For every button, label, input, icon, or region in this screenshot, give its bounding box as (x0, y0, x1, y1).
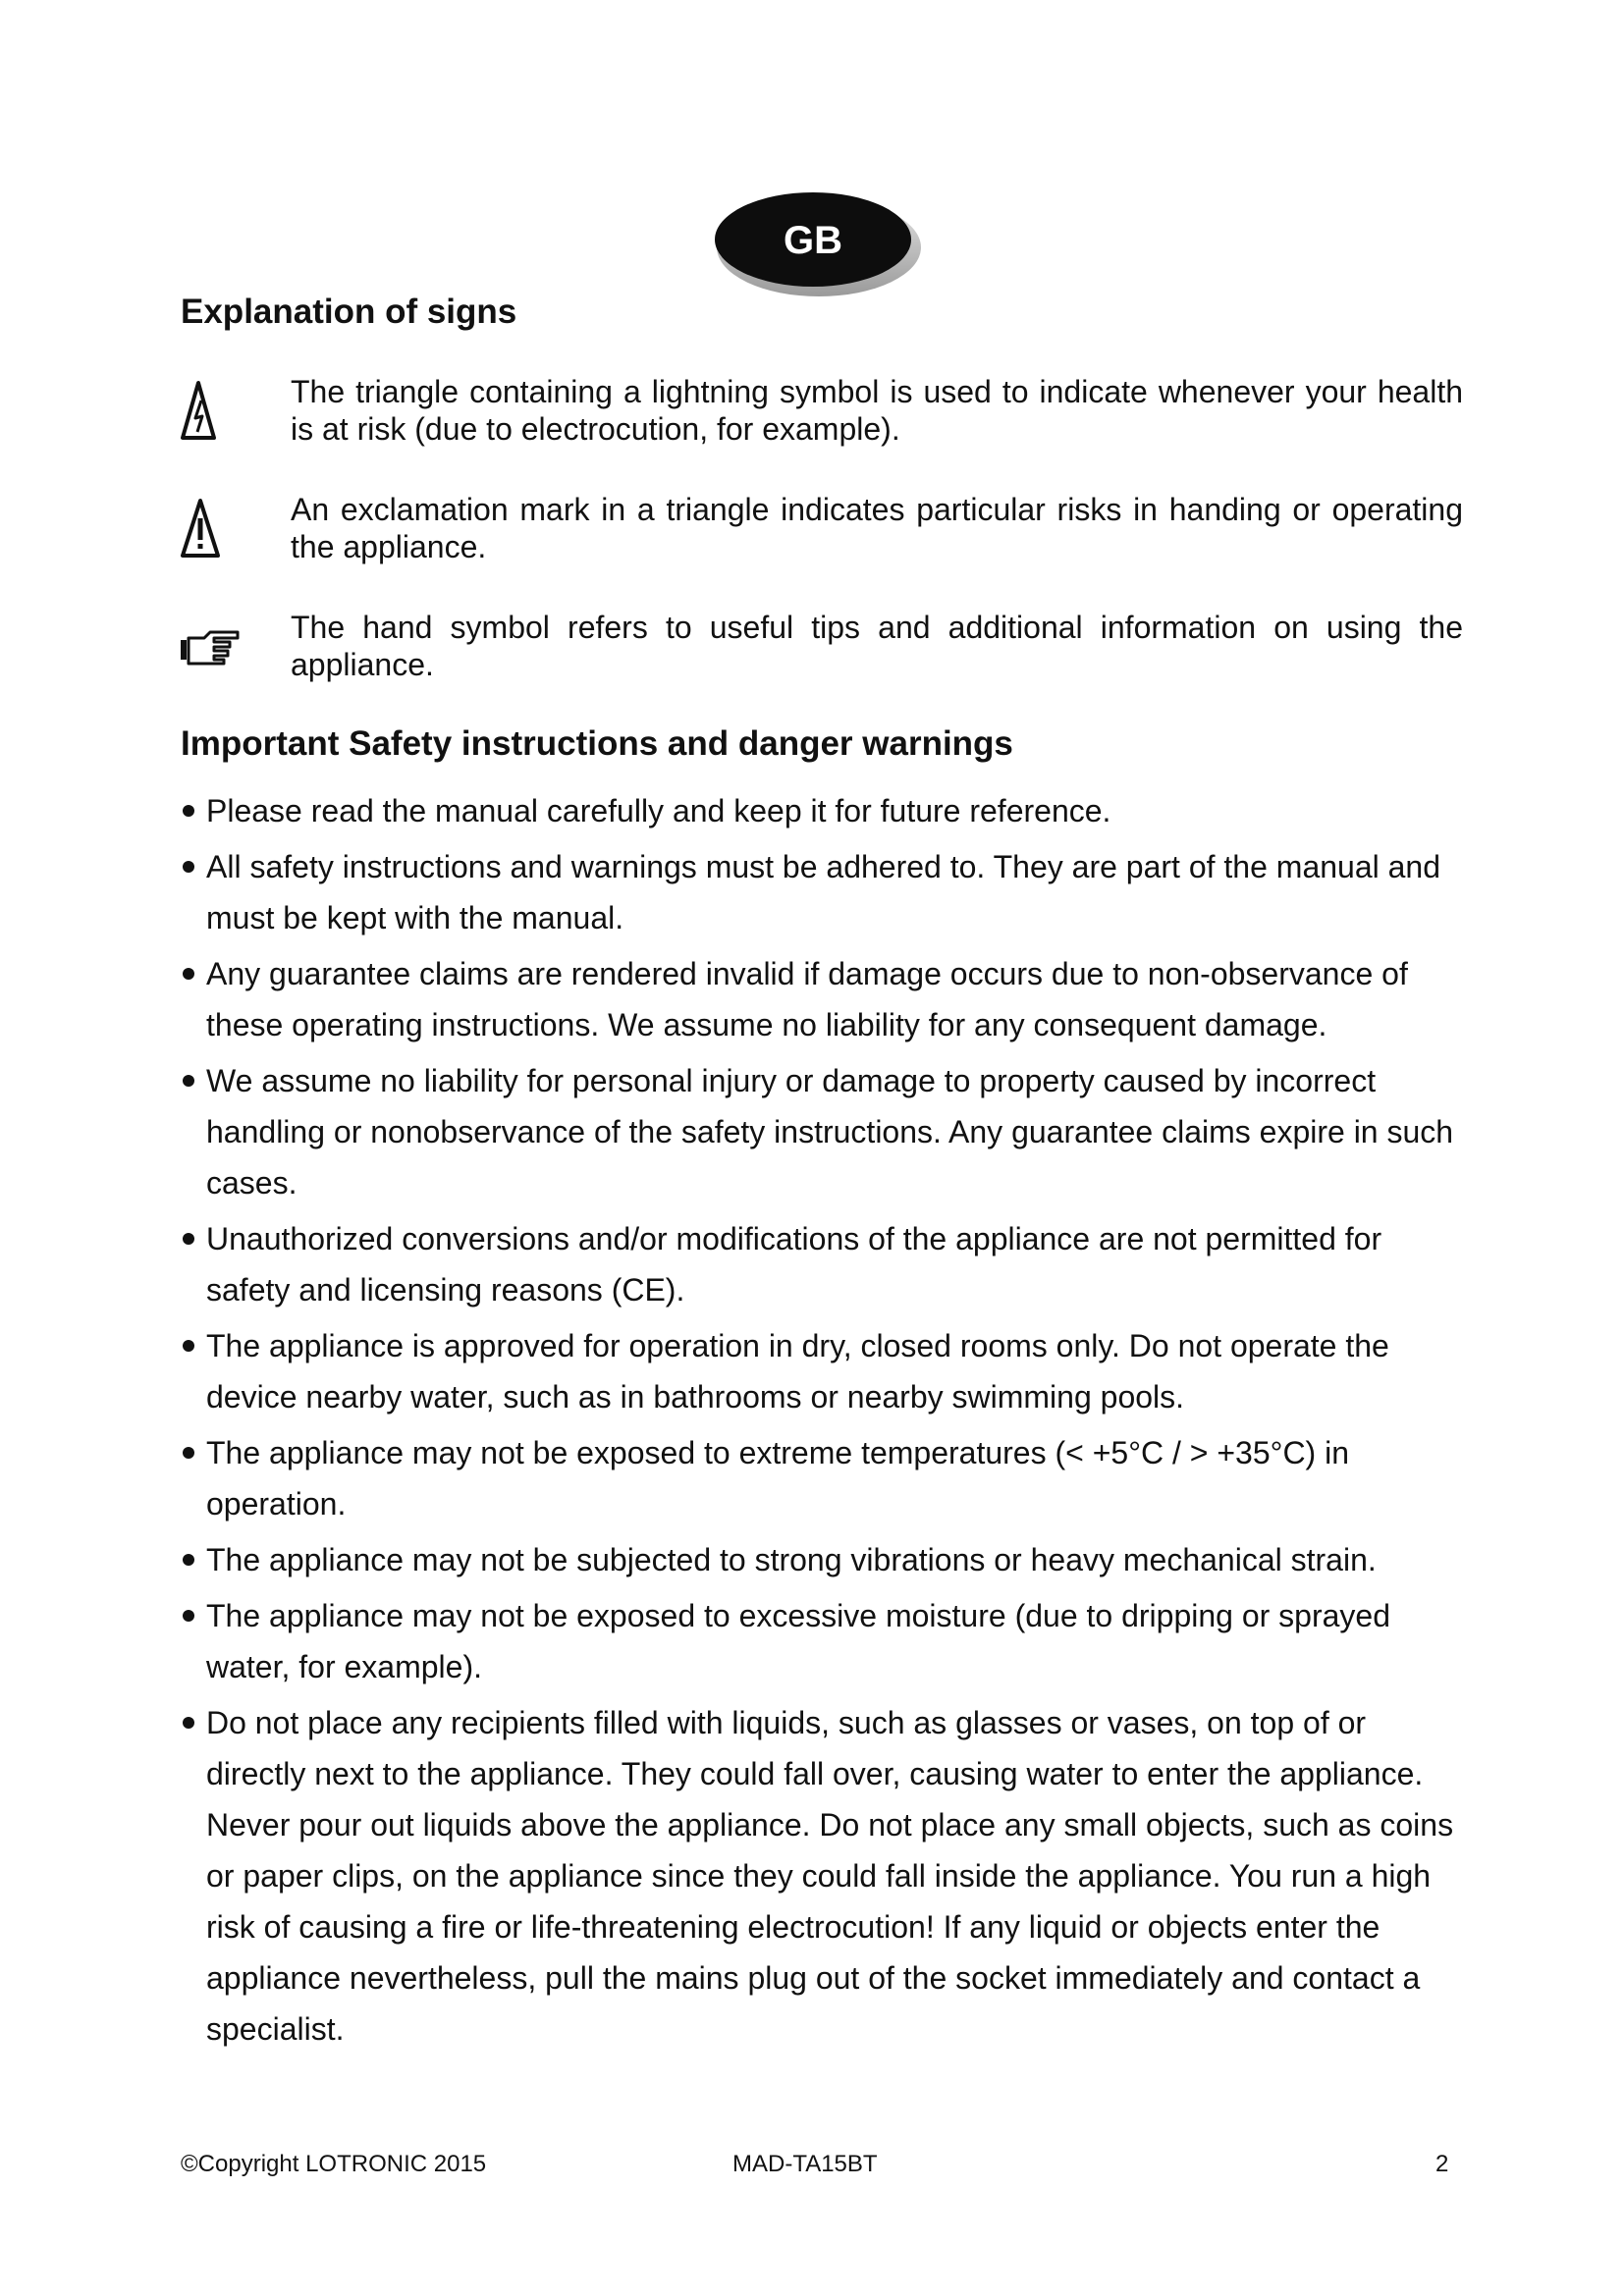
list-item (181, 785, 1467, 836)
sign-text-hand: The hand symbol refers to useful tips and additional information on using the appliance. (291, 610, 1463, 682)
list-item-text: The appliance may not be subjected to strong vibrations or heavy mechanical strain. (206, 1542, 1377, 1577)
bullet-icon (183, 861, 194, 873)
list-item-text: We assume no liability for personal injury or damage to property caused by incorrect handling or nonobservance of the safety instructions. Any guarantee claims expire in such cases. (206, 1063, 1454, 1201)
list-item (181, 841, 1467, 943)
footer-copyright: ©Copyright LOTRONIC 2015 (181, 2151, 487, 2177)
list-item (181, 1427, 1467, 1529)
bullet-icon (183, 1233, 194, 1245)
list-item (181, 1534, 1467, 1585)
pointing-hand-icon (181, 614, 249, 677)
explanation-of-signs-heading: Explanation of signs (181, 293, 517, 331)
bullet-icon (183, 805, 194, 817)
list-item-text: Unauthorized conversions and/or modifications of the appliance are not permitted for safety and licensing reasons (CE). (206, 1221, 1382, 1308)
bullet-icon (183, 968, 194, 980)
safety-instructions-heading: Important Safety instructions and danger warnings (181, 724, 1013, 763)
list-item-text: Please read the manual carefully and keep it for future reference. (206, 793, 1111, 828)
gb-badge-label: GB (784, 219, 842, 262)
footer-model-number: MAD-TA15BT (732, 2151, 878, 2177)
lightning-warning-triangle-icon (181, 379, 249, 442)
list-item-text: Do not place any recipients filled with liquids, such as glasses or vases, on top of or directly next to the appliance. They could fall over, causing water to enter the appliance. Never pour out liquids above the appliance. Do not place any small objects, such as coins or paper clips, on the appliance since they could fall inside the appliance. You run a high risk of causing a fire or life-threatening electrocution! If any liquid or objects enter the appliance nevertheless, pull the mains plug out of the socket immediately and contact a specialist. (206, 1705, 1454, 2047)
list-item-text: The appliance may not be exposed to extreme temperatures (< +5°C / > +35°C) in operation. (206, 1435, 1349, 1522)
footer-page-number: 2 (1435, 2151, 1449, 2177)
list-item (181, 948, 1467, 1050)
sign-text-lightning: The triangle containing a lightning symbol is used to indicate whenever your health is at risk (due to electrocution, for example). (291, 374, 1463, 447)
list-item-text: The appliance is approved for operation in dry, closed rooms only. Do not operate the device nearby water, such as in bathrooms or nearby swimming pools. (206, 1328, 1389, 1415)
bullet-icon (183, 1075, 194, 1087)
list-item (181, 1697, 1467, 2055)
list-item (181, 1213, 1467, 1315)
list-item-text: All safety instructions and warnings must be adhered to. They are part of the manual and must be kept with the manual. (206, 849, 1441, 935)
exclamation-warning-triangle-icon (181, 497, 249, 560)
bullet-icon (183, 1340, 194, 1352)
sign-text-exclamation: An exclamation mark in a triangle indicates particular risks in handing or operating the appliance. (291, 492, 1463, 564)
list-item-text: Any guarantee claims are rendered invalid if damage occurs due to non-observance of these operating instructions. We assume no liability for any consequent damage. (206, 956, 1408, 1042)
bullet-icon (183, 1554, 194, 1566)
bullet-icon (183, 1610, 194, 1622)
list-item (181, 1320, 1467, 1422)
list-item (181, 1590, 1467, 1692)
bullet-icon (183, 1717, 194, 1729)
list-item (181, 1055, 1467, 1208)
safety-instructions-list (181, 785, 1467, 2059)
bullet-icon (183, 1447, 194, 1459)
list-item-text: The appliance may not be exposed to excessive moisture (due to dripping or sprayed water, for example). (206, 1598, 1391, 1684)
gb-language-badge (711, 187, 923, 300)
